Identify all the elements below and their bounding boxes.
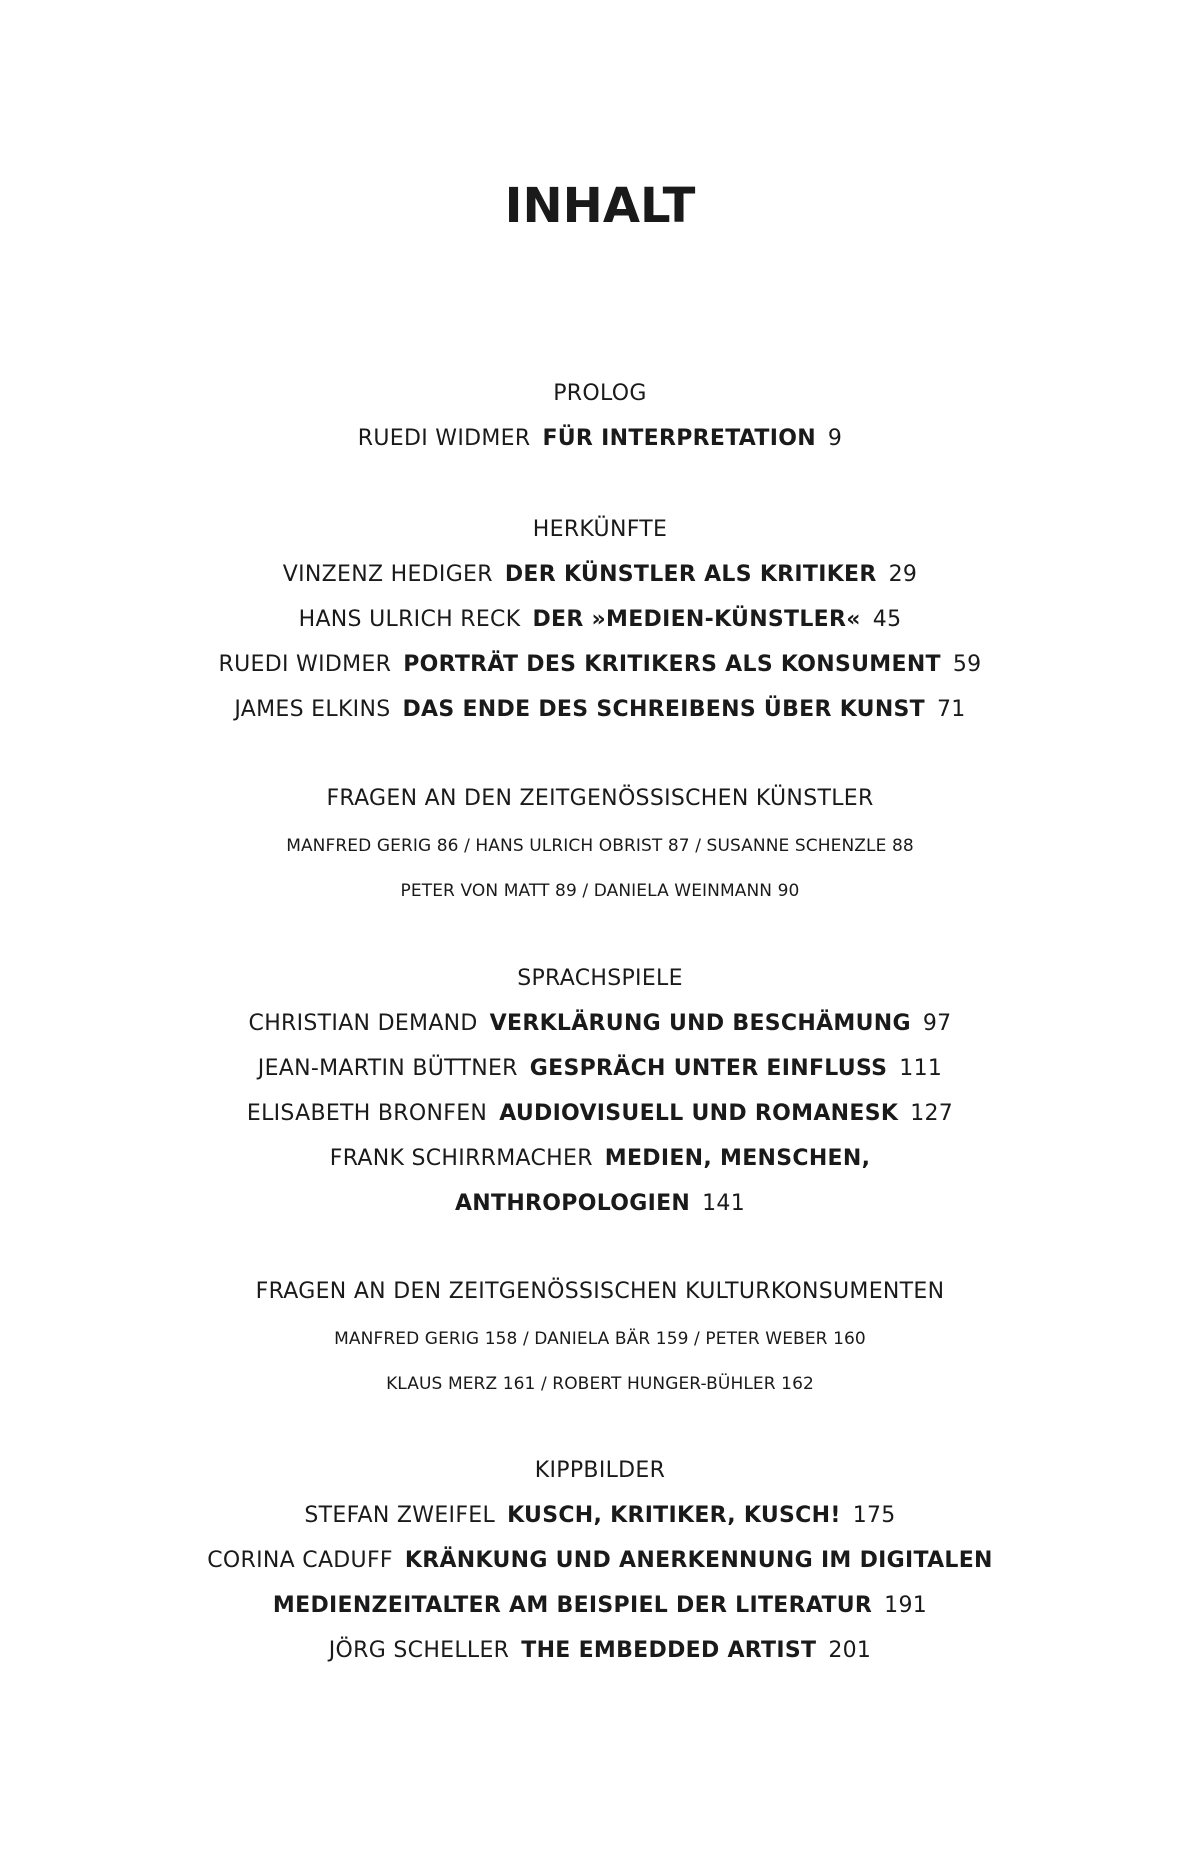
toc-entry (0, 1100, 1200, 1128)
entry-page: 9 (827, 426, 843, 451)
contributors-line: KLAUS MERZ 161 / ROBERT HUNGER-BÜHLER 162 (386, 1374, 814, 1394)
toc-entry (0, 1145, 1200, 1173)
entry-author: STEFAN ZWEIFEL (304, 1503, 496, 1528)
entry-author: RUEDI WIDMER (357, 426, 531, 451)
entry-title: FÜR INTERPRETATION (542, 426, 816, 451)
entry-page: 191 (884, 1593, 928, 1618)
entry-page: 127 (910, 1101, 954, 1126)
toc-entry (0, 1547, 1200, 1575)
entry-author: ELISABETH BRONFEN (246, 1101, 488, 1126)
entry-title: MEDIENZEITALTER AM BEISPIEL DER LITERATUR (272, 1593, 873, 1618)
entry-title: KUSCH, KRITIKER, KUSCH! (507, 1503, 841, 1528)
toc-entry (0, 1055, 1200, 1083)
entry-page: 175 (852, 1503, 896, 1528)
contributors-line: MANFRED GERIG 86 / HANS ULRICH OBRIST 87 / SUSANNE SCHENZLE 88 (286, 836, 914, 856)
section-heading-fragen-kuenstler: FRAGEN AN DEN ZEITGENÖSSISCHEN KÜNSTLER (326, 786, 874, 811)
section-heading-fragen-konsumenten: FRAGEN AN DEN ZEITGENÖSSISCHEN KULTURKONSUMENTEN (255, 1279, 945, 1304)
entry-author: JEAN-MARTIN BÜTTNER (257, 1056, 518, 1081)
toc-entry (0, 1010, 1200, 1038)
entry-author: JÖRG SCHELLER (328, 1638, 510, 1663)
section-heading-sprachspiele: SPRACHSPIELE (517, 966, 683, 991)
toc-entry (0, 1502, 1200, 1530)
toc-entry (0, 606, 1200, 634)
entry-author: FRANK SCHIRRMACHER (329, 1146, 593, 1171)
contributors-line: PETER VON MATT 89 / DANIELA WEINMANN 90 (400, 881, 800, 901)
toc-entry-continuation (0, 1190, 1200, 1218)
entry-page: 59 (952, 652, 982, 677)
toc-entry (0, 425, 1200, 453)
entry-title: GESPRÄCH UNTER EINFLUSS (529, 1056, 888, 1081)
entry-author: RUEDI WIDMER (218, 652, 392, 677)
entry-title: ANTHROPOLOGIEN (454, 1191, 691, 1216)
toc-entry (0, 561, 1200, 589)
entry-author: HANS ULRICH RECK (298, 607, 521, 632)
toc-entry-continuation (0, 1592, 1200, 1620)
entry-title: VERKLÄRUNG UND BESCHÄMUNG (489, 1011, 911, 1036)
entry-author: CHRISTIAN DEMAND (248, 1011, 478, 1036)
section-heading-herkuenfte: HERKÜNFTE (532, 517, 668, 542)
entry-title: KRÄNKUNG UND ANERKENNUNG IM DIGITALEN (404, 1548, 993, 1573)
entry-title: MEDIEN, MENSCHEN, (604, 1146, 871, 1171)
entry-page: 97 (922, 1011, 952, 1036)
toc-entry (0, 696, 1200, 724)
entry-page: 71 (936, 697, 966, 722)
entry-title: DER KÜNSTLER ALS KRITIKER (504, 562, 877, 587)
entry-title: THE EMBEDDED ARTIST (521, 1638, 817, 1663)
contributors-line: MANFRED GERIG 158 / DANIELA BÄR 159 / PETER WEBER 160 (334, 1329, 866, 1349)
entry-author: JAMES ELKINS (234, 697, 391, 722)
entry-page: 141 (702, 1191, 746, 1216)
section-heading-prolog: PROLOG (553, 381, 647, 406)
toc-entry (0, 651, 1200, 679)
entry-title: AUDIOVISUELL UND ROMANESK (499, 1101, 899, 1126)
entry-author: VINZENZ HEDIGER (282, 562, 493, 587)
toc-entry (0, 1637, 1200, 1665)
entry-page: 29 (888, 562, 918, 587)
page-title: INHALT (504, 178, 696, 234)
entry-page: 45 (872, 607, 902, 632)
entry-author: CORINA CADUFF (207, 1548, 393, 1573)
entry-title: DAS ENDE DES SCHREIBENS ÜBER KUNST (402, 697, 925, 722)
entry-title: PORTRÄT DES KRITIKERS ALS KONSUMENT (403, 652, 941, 677)
entry-page: 201 (828, 1638, 872, 1663)
entry-title: DER »MEDIEN-KÜNSTLER« (532, 607, 861, 632)
entry-page: 111 (899, 1056, 943, 1081)
section-heading-kippbilder: KIPPBILDER (534, 1458, 666, 1483)
